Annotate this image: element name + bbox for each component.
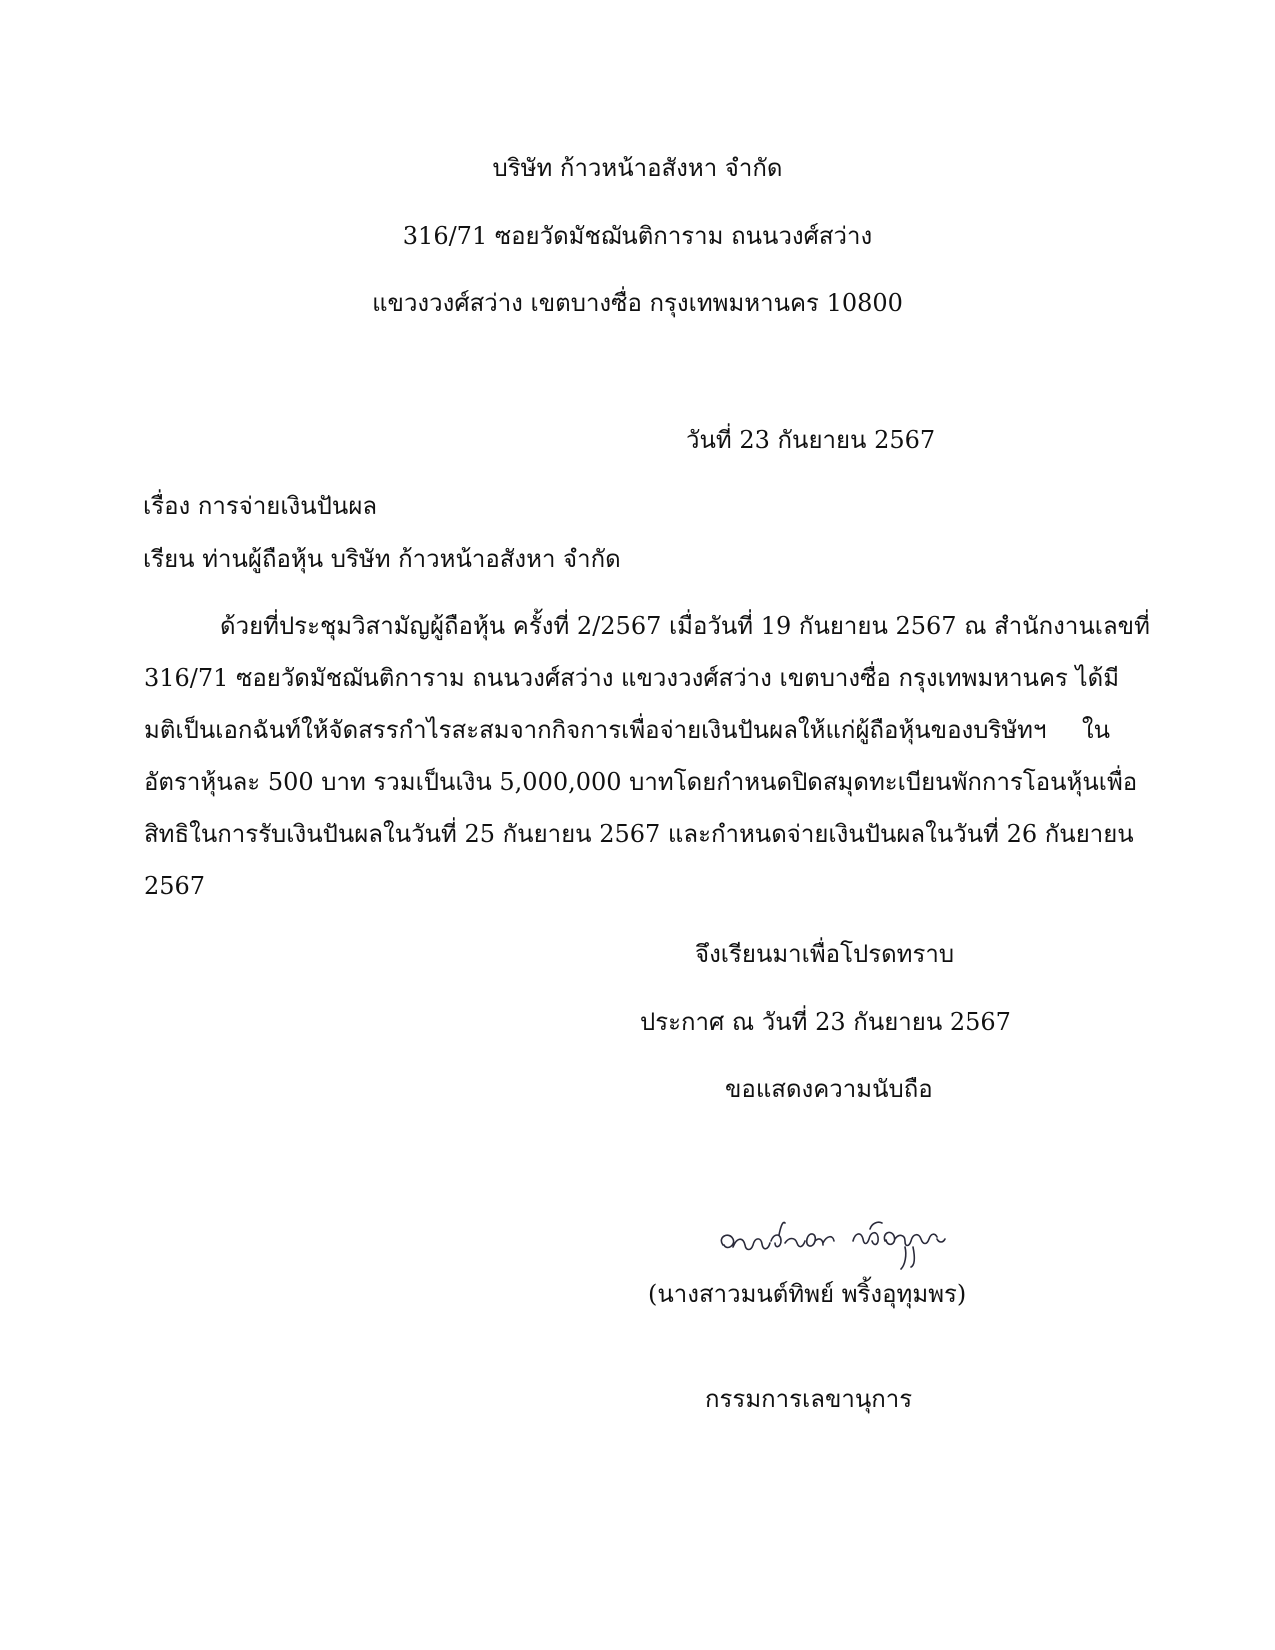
body-line: 2567: [144, 872, 206, 900]
body-line: 316/71 ซอยวัดมัชฌันติการาม ถนนวงศ์สว่าง แขวงวงศ์สว่าง เขตบางซื่อ กรุงเทพมหานคร ได้มี: [144, 664, 1120, 692]
closing-regards: ขอแสดงความนับถือ: [725, 1075, 933, 1103]
address-line-2: แขวงวงศ์สว่าง เขตบางซื่อ กรุงเทพมหานคร 10800: [372, 289, 903, 317]
letter-salutation: เรียน ท่านผู้ถือหุ้น บริษัท ก้าวหน้าอสังหา จำกัด: [143, 545, 621, 573]
body-line: สิทธิในการรับเงินปันผลในวันที่ 25 กันยายน 2567 และกำหนดจ่ายเงินปันผลในวันที่ 26 กันยายน: [144, 820, 1134, 848]
address-line-1: 316/71 ซอยวัดมัชฌันติการาม ถนนวงศ์สว่าง: [402, 222, 873, 250]
signer-title: กรรมการเลขานุการ: [705, 1385, 913, 1413]
company-name: บริษัท ก้าวหน้าอสังหา จำกัด: [492, 154, 783, 182]
closing-announced: ประกาศ ณ วันที่ 23 กันยายน 2567: [640, 1008, 1011, 1036]
closing-inform: จึงเรียนมาเพื่อโปรดทราบ: [695, 940, 955, 968]
letter-subject: เรื่อง การจ่ายเงินปันผล: [143, 492, 378, 520]
body-line: มติเป็นเอกฉันท์ให้จัดสรรกำไรสะสมจากกิจการเพื่อจ่ายเงินปันผลให้แก่ผู้ถือหุ้นของบริษัทฯ ใน: [144, 716, 1110, 744]
signer-name: (นางสาวมนต์ทิพย์ พริ้งอุทุมพร): [648, 1280, 967, 1308]
body-line: ด้วยที่ประชุมวิสามัญผู้ถือหุ้น ครั้งที่ 2/2567 เมื่อวันที่ 19 กันยายน 2567 ณ สำนักงานเลขที่: [220, 612, 1150, 640]
body-line: อัตราหุ้นละ 500 บาท รวมเป็นเงิน 5,000,000 บาทโดยกำหนดปิดสมุดทะเบียนพักการโอนหุ้นเพื่อ: [144, 768, 1138, 796]
letter-date: วันที่ 23 กันยายน 2567: [686, 426, 936, 454]
